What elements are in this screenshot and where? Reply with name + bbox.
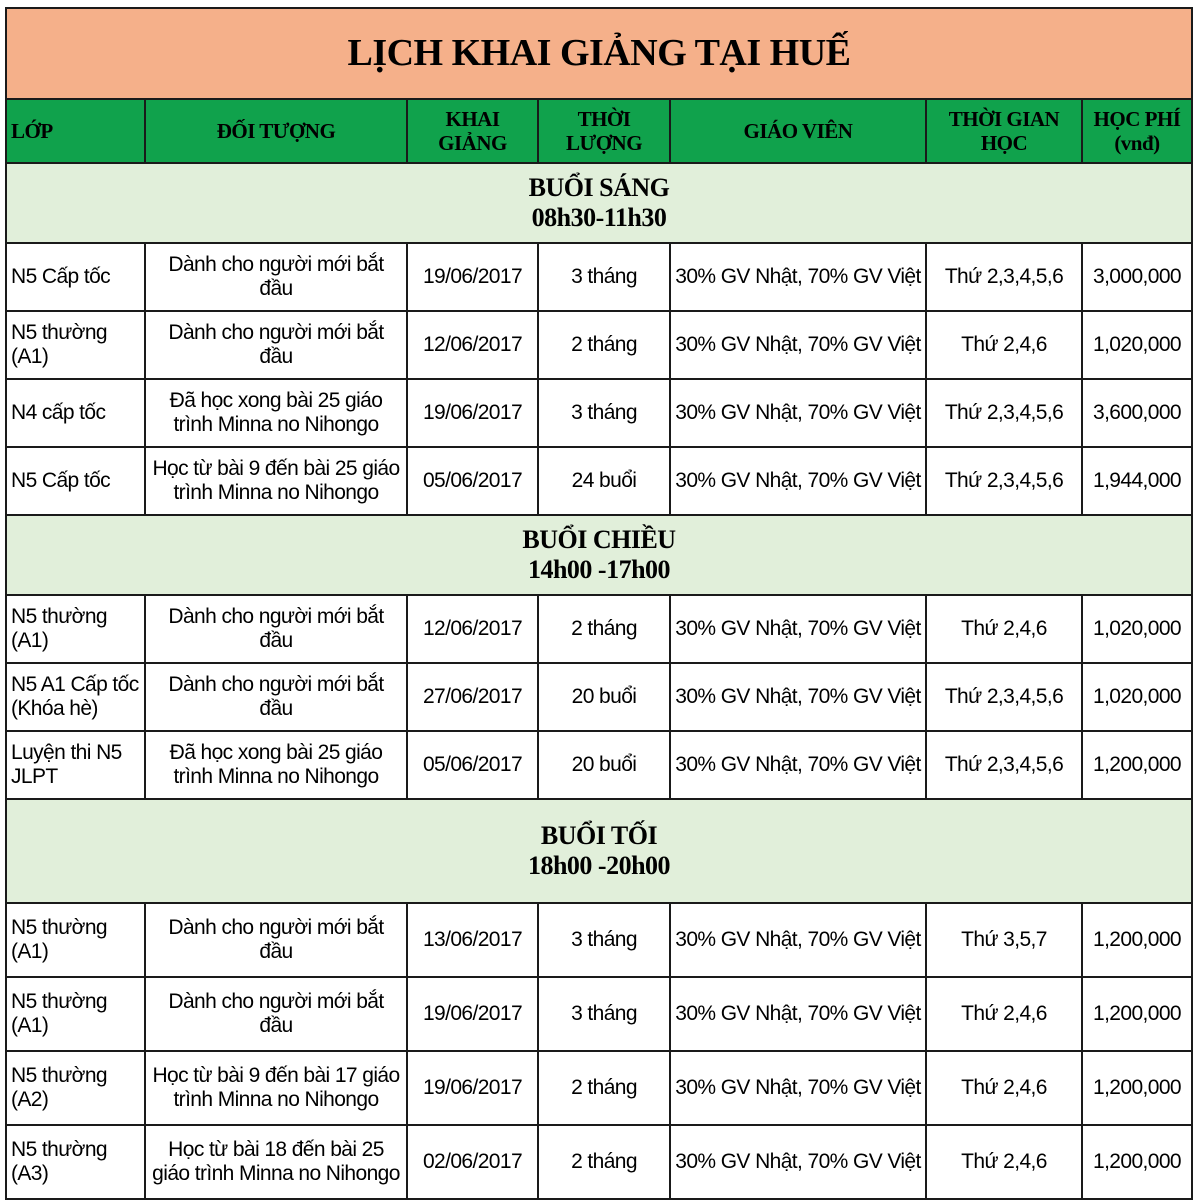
- table-row: [6, 1125, 1192, 1199]
- schedule-cell: Thứ 2,3,4,5,6: [926, 663, 1082, 731]
- header-hoc-phi-label: HỌC PHÍ: [1093, 106, 1181, 131]
- class-cell: N5 Cấp tốc: [6, 447, 145, 515]
- duration-cell: 3 tháng: [538, 977, 670, 1051]
- duration-cell: 2 tháng: [538, 1125, 670, 1199]
- target-cell: Dành cho người mới bắt đầu: [145, 663, 407, 731]
- header-hoc-phi-unit: (vnđ): [1114, 131, 1160, 155]
- start-date-cell: 05/06/2017: [407, 447, 538, 515]
- header-doi-tuong: ĐỐI TƯỢNG: [145, 99, 407, 163]
- fee-cell: 1,200,000: [1082, 1051, 1192, 1125]
- start-date-cell: 05/06/2017: [407, 731, 538, 799]
- target-cell: Đã học xong bài 25 giáo trình Minna no Nihongo: [145, 379, 407, 447]
- class-cell: N5 thường (A2): [6, 1051, 145, 1125]
- duration-cell: 2 tháng: [538, 311, 670, 379]
- target-cell: Học từ bài 18 đến bài 25 giáo trình Minna no Nihongo: [145, 1125, 407, 1199]
- table-row: [6, 731, 1192, 799]
- table-row: [6, 447, 1192, 515]
- duration-cell: 2 tháng: [538, 595, 670, 663]
- target-cell: Dành cho người mới bắt đầu: [145, 595, 407, 663]
- start-date-cell: 19/06/2017: [407, 1051, 538, 1125]
- schedule-cell: Thứ 2,4,6: [926, 1125, 1082, 1199]
- session-header-row: [6, 515, 1192, 595]
- fee-cell: 1,944,000: [1082, 447, 1192, 515]
- class-cell: N5 Cấp tốc: [6, 243, 145, 311]
- teacher-cell: 30% GV Nhật, 70% GV Việt: [670, 903, 926, 977]
- table-row: [6, 311, 1192, 379]
- session-name: BUỔI SÁNG: [528, 173, 670, 203]
- table-row: [6, 977, 1192, 1051]
- class-cell: N5 thường (A1): [6, 977, 145, 1051]
- header-row: [6, 99, 1192, 163]
- teacher-cell: 30% GV Nhật, 70% GV Việt: [670, 1125, 926, 1199]
- header-lop: LỚP: [6, 99, 145, 163]
- class-cell: N4 cấp tốc: [6, 379, 145, 447]
- table-row: [6, 1051, 1192, 1125]
- class-cell: N5 thường (A1): [6, 595, 145, 663]
- table-row: [6, 595, 1192, 663]
- class-cell: N5 thường (A1): [6, 311, 145, 379]
- start-date-cell: 19/06/2017: [407, 977, 538, 1051]
- session-header: [6, 163, 1192, 243]
- table-row: [6, 903, 1192, 977]
- page-title: LỊCH KHAI GIẢNG TẠI HUẾ: [6, 8, 1192, 99]
- header-hoc-phi: [1082, 99, 1192, 163]
- target-cell: Học từ bài 9 đến bài 25 giáo trình Minna no Nihongo: [145, 447, 407, 515]
- duration-cell: 24 buổi: [538, 447, 670, 515]
- fee-cell: 1,200,000: [1082, 731, 1192, 799]
- fee-cell: 1,020,000: [1082, 311, 1192, 379]
- target-cell: Học từ bài 9 đến bài 17 giáo trình Minna no Nihongo: [145, 1051, 407, 1125]
- schedule-cell: Thứ 2,3,4,5,6: [926, 379, 1082, 447]
- table-row: [6, 243, 1192, 311]
- session-time: 14h00 -17h00: [527, 555, 671, 584]
- schedule-cell: Thứ 2,3,4,5,6: [926, 243, 1082, 311]
- teacher-cell: 30% GV Nhật, 70% GV Việt: [670, 663, 926, 731]
- duration-cell: 20 buổi: [538, 663, 670, 731]
- fee-cell: 1,200,000: [1082, 1125, 1192, 1199]
- start-date-cell: 19/06/2017: [407, 379, 538, 447]
- session-header: [6, 799, 1192, 903]
- title-row: [6, 8, 1192, 99]
- fee-cell: 1,200,000: [1082, 903, 1192, 977]
- target-cell: Dành cho người mới bắt đầu: [145, 903, 407, 977]
- fee-cell: 1,200,000: [1082, 977, 1192, 1051]
- teacher-cell: 30% GV Nhật, 70% GV Việt: [670, 1051, 926, 1125]
- schedule-cell: Thứ 2,3,4,5,6: [926, 731, 1082, 799]
- header-thoi-luong: THỜI LƯỢNG: [538, 99, 670, 163]
- table-row: [6, 379, 1192, 447]
- teacher-cell: 30% GV Nhật, 70% GV Việt: [670, 311, 926, 379]
- start-date-cell: 19/06/2017: [407, 243, 538, 311]
- teacher-cell: 30% GV Nhật, 70% GV Việt: [670, 447, 926, 515]
- header-giao-vien: GIÁO VIÊN: [670, 99, 926, 163]
- teacher-cell: 30% GV Nhật, 70% GV Việt: [670, 977, 926, 1051]
- start-date-cell: 27/06/2017: [407, 663, 538, 731]
- schedule-cell: Thứ 2,4,6: [926, 595, 1082, 663]
- start-date-cell: 13/06/2017: [407, 903, 538, 977]
- target-cell: Dành cho người mới bắt đầu: [145, 243, 407, 311]
- schedule-cell: Thứ 2,4,6: [926, 1051, 1082, 1125]
- class-cell: N5 A1 Cấp tốc (Khóa hè): [6, 663, 145, 731]
- target-cell: Dành cho người mới bắt đầu: [145, 977, 407, 1051]
- session-name: BUỔI CHIỀU: [522, 525, 676, 555]
- start-date-cell: 12/06/2017: [407, 311, 538, 379]
- table-row: [6, 663, 1192, 731]
- fee-cell: 1,020,000: [1082, 663, 1192, 731]
- header-thoi-gian-hoc: THỜI GIAN HỌC: [926, 99, 1082, 163]
- duration-cell: 3 tháng: [538, 243, 670, 311]
- target-cell: Dành cho người mới bắt đầu: [145, 311, 407, 379]
- class-cell: Luyện thi N5 JLPT: [6, 731, 145, 799]
- target-cell: Đã học xong bài 25 giáo trình Minna no Nihongo: [145, 731, 407, 799]
- schedule-cell: Thứ 2,4,6: [926, 977, 1082, 1051]
- session-time: 08h30-11h30: [531, 203, 667, 232]
- teacher-cell: 30% GV Nhật, 70% GV Việt: [670, 379, 926, 447]
- schedule-table: [5, 7, 1193, 1200]
- duration-cell: 3 tháng: [538, 903, 670, 977]
- session-name: BUỔI TỐI: [540, 821, 658, 851]
- duration-cell: 2 tháng: [538, 1051, 670, 1125]
- session-header-row: [6, 799, 1192, 903]
- class-cell: N5 thường (A3): [6, 1125, 145, 1199]
- teacher-cell: 30% GV Nhật, 70% GV Việt: [670, 595, 926, 663]
- schedule-cell: Thứ 2,4,6: [926, 311, 1082, 379]
- fee-cell: 1,020,000: [1082, 595, 1192, 663]
- teacher-cell: 30% GV Nhật, 70% GV Việt: [670, 243, 926, 311]
- session-header-row: [6, 163, 1192, 243]
- schedule-cell: Thứ 2,3,4,5,6: [926, 447, 1082, 515]
- teacher-cell: 30% GV Nhật, 70% GV Việt: [670, 731, 926, 799]
- start-date-cell: 12/06/2017: [407, 595, 538, 663]
- header-khai-giang: KHAI GIẢNG: [407, 99, 538, 163]
- fee-cell: 3,000,000: [1082, 243, 1192, 311]
- class-cell: N5 thường (A1): [6, 903, 145, 977]
- session-time: 18h00 -20h00: [527, 851, 671, 880]
- duration-cell: 20 buổi: [538, 731, 670, 799]
- schedule-cell: Thứ 3,5,7: [926, 903, 1082, 977]
- start-date-cell: 02/06/2017: [407, 1125, 538, 1199]
- session-header: [6, 515, 1192, 595]
- fee-cell: 3,600,000: [1082, 379, 1192, 447]
- duration-cell: 3 tháng: [538, 379, 670, 447]
